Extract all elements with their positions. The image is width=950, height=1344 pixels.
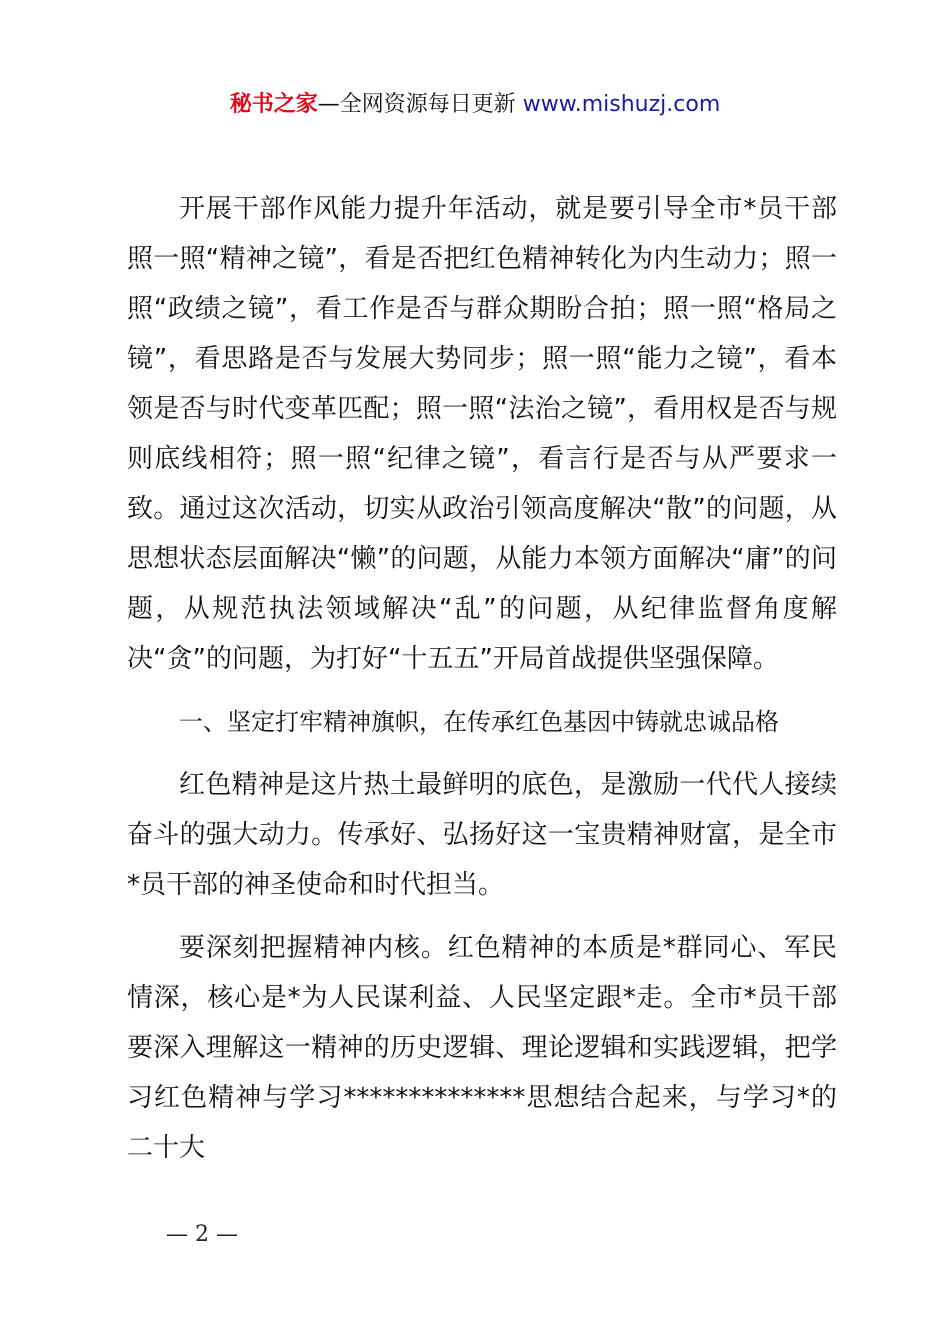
site-header (0, 88, 950, 122)
page-number: — 2 — (166, 1222, 238, 1247)
paragraph-spirit-core: 要深刻把握精神内核。红色精神的本质是*群同心、军民情深，核心是*为人民谋利益、人民坚定跟*走。全市*员干部要深入理解这一精神的历史逻辑、理论逻辑和实践逻辑，把学习红色精神与学习**************思想结合起来，与学习*的二十大 (127, 933, 837, 1163)
paragraph-intro: 开展干部作风能力提升年活动，就是要引导全市*员干部照一照“精神之镜”，看是否把红色精神转化为内生动力；照一照“政绩之镜”，看工作是否与群众期盼合拍；照一照“格局之镜”，看思路是否与发展大势同步；照一照“能力之镜”，看本领是否与时代变革匹配；照一照“法治之镜”，看用权是否与规则底线相符；照一照“纪律之镜”，看言行是否与从严要求一致。通过这次活动，切实从政治引领高度解决“散”的问题，从思想状态层面解决“懒”的问题，从能力本领方面解决“庸”的问题，从规范执法领域解决“乱”的问题，从纪律监督角度解决“贪”的问题，为打好“十五五”开局首战提供坚强保障。 (127, 194, 837, 674)
section-heading-1: 一、坚定打牢精神旗帜，在传承红色基因中铸就忠诚品格 (179, 708, 779, 736)
header-slogan: —全网资源每日更新 (317, 92, 523, 117)
document-body (127, 184, 837, 1173)
brand-name: 秘书之家 (229, 92, 318, 117)
paragraph-red-spirit: 红色精神是这片热土最鲜明的底色，是激励一代代人接续奋斗的强大动力。传承好、弘扬好这一宝贵精神财富，是全市*员干部的神圣使命和时代担当。 (127, 770, 837, 900)
site-url-link[interactable]: www.mishuzj.com (522, 92, 721, 117)
